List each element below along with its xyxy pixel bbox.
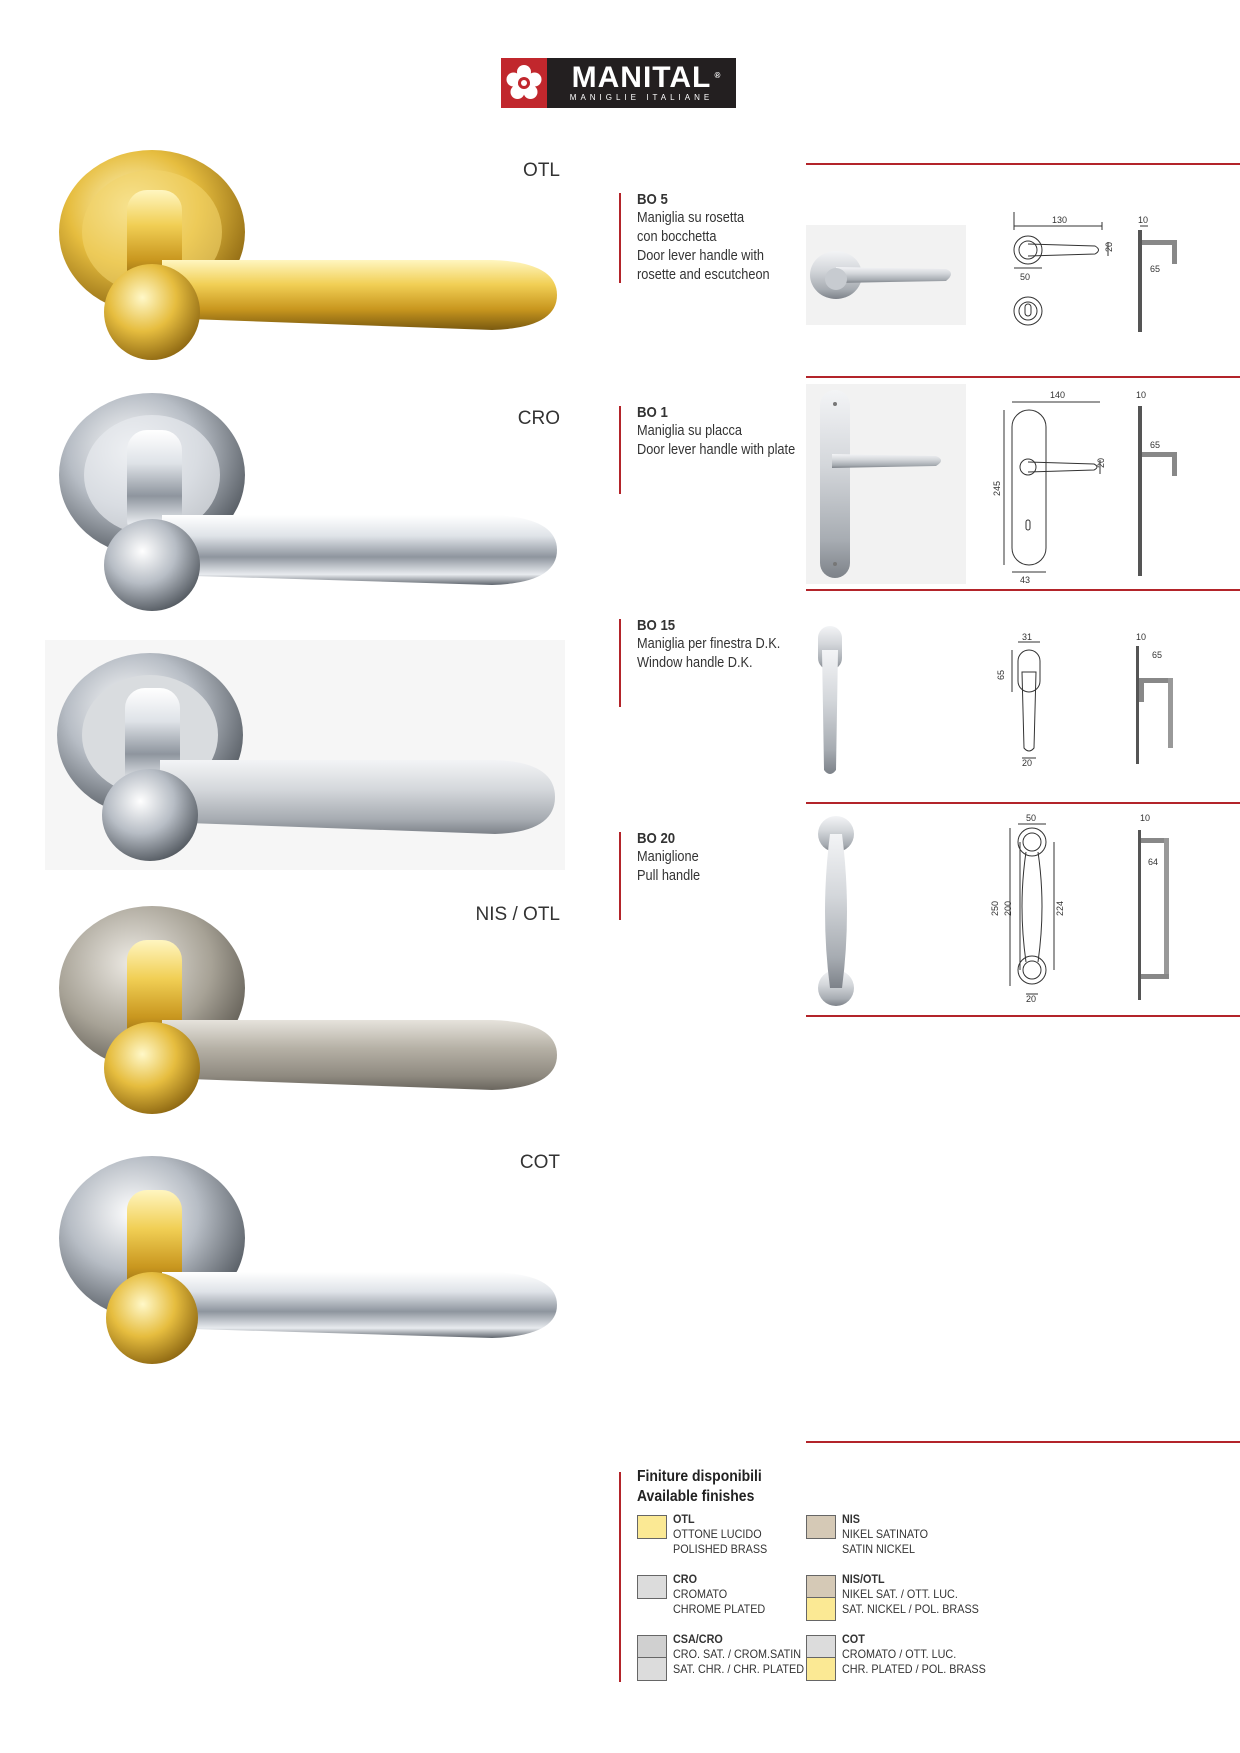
handle-photo-cot [52, 1150, 572, 1380]
finish-name-it: CRO. SAT. / CROM.SATIN [673, 1647, 802, 1661]
dim-label: 10 [1136, 632, 1147, 642]
product-thumb-bo15 [806, 620, 896, 780]
product-desc: Maniglia su rosetta [637, 210, 745, 226]
finish-code: COT [842, 1632, 865, 1646]
handle-photo-cro [52, 385, 572, 615]
finish-item [673, 1632, 804, 1677]
finish-item [673, 1512, 767, 1557]
dim-label: 50 [1026, 813, 1037, 823]
product-bo1 [637, 403, 795, 460]
dim-label: 10 [1136, 390, 1147, 400]
product-desc: Door lever handle with plate [637, 442, 796, 458]
product-code: BO 5 [637, 191, 668, 208]
finish-name-it: NIKEL SAT. / OTT. LUC. [842, 1587, 958, 1601]
finish-name-it: CROMATO [673, 1587, 728, 1601]
dim-label: 20 [1026, 994, 1037, 1004]
technical-drawing-bo20 [990, 812, 1190, 1012]
finish-swatch [806, 1635, 836, 1659]
dim-label: 245 [992, 480, 1002, 496]
finishes-title-en: Available finishes [637, 1488, 755, 1505]
accent-bar [619, 619, 621, 707]
product-thumb-bo20 [806, 812, 896, 1012]
product-thumb-bo5 [806, 225, 966, 325]
product-desc: Window handle D.K. [637, 655, 753, 671]
dim-label: 130 [1052, 215, 1068, 225]
finish-item [842, 1512, 928, 1557]
technical-drawing-bo15 [990, 632, 1190, 767]
product-desc: Maniglione [637, 849, 699, 865]
finish-name-en: CHROME PLATED [673, 1602, 766, 1616]
product-code: BO 1 [637, 404, 668, 421]
product-desc: Pull handle [637, 868, 701, 884]
finish-swatch [637, 1635, 667, 1659]
handle-photo-csa-cro [45, 640, 565, 870]
dim-label: 43 [1020, 575, 1031, 585]
technical-drawing-bo5 [1000, 212, 1190, 337]
separator-line [806, 589, 1240, 591]
separator-line [806, 376, 1240, 378]
separator-line [806, 802, 1240, 804]
handle-photo-otl [52, 140, 572, 370]
product-bo5 [637, 190, 770, 285]
dim-label: 64 [1148, 857, 1159, 867]
dim-label: 65 [1150, 264, 1161, 274]
dim-label: 65 [996, 669, 1006, 680]
dim-label: 200 [1003, 900, 1013, 916]
finish-swatch [637, 1657, 667, 1681]
dim-label: 20 [1096, 457, 1106, 468]
product-desc: Maniglia per finestra D.K. [637, 636, 781, 652]
product-code: BO 15 [637, 617, 676, 634]
product-desc: Door lever handle with [637, 248, 764, 264]
finish-swatch [806, 1657, 836, 1681]
finish-swatch [806, 1575, 836, 1599]
accent-bar [619, 406, 621, 494]
finish-code: NIS/OTL [842, 1572, 885, 1586]
dim-label: 10 [1140, 813, 1151, 823]
dim-label: 20 [1022, 758, 1033, 767]
finish-code: CRO [673, 1572, 698, 1586]
product-thumb-bo1 [806, 384, 966, 584]
finish-name-it: OTTONE LUCIDO [673, 1527, 762, 1541]
product-bo20 [637, 829, 700, 886]
finish-name-en: CHR. PLATED / POL. BRASS [842, 1662, 986, 1676]
manital-logo [501, 58, 736, 108]
finish-item [842, 1572, 979, 1617]
finish-swatch [637, 1575, 667, 1599]
finish-item [842, 1632, 986, 1677]
finish-name-it: CROMATO / OTT. LUC. [842, 1647, 957, 1661]
finishes-title-it: Finiture disponibili [637, 1468, 762, 1485]
dim-label: 20 [1104, 241, 1114, 252]
finish-label-otl: OTL [523, 160, 560, 181]
finish-swatch [637, 1515, 667, 1539]
separator-line [806, 1441, 1240, 1443]
technical-drawing-bo1 [990, 390, 1190, 585]
dim-label: 65 [1150, 440, 1161, 450]
handle-photo-nis-otl [52, 900, 572, 1130]
finish-name-en: SATIN NICKEL [842, 1542, 916, 1556]
flower-logo-icon [501, 58, 547, 108]
logo-brand: MANITAL ® [571, 61, 722, 94]
dim-label: 250 [990, 900, 1000, 916]
finish-code: OTL [673, 1512, 695, 1526]
finish-label-nis-otl: NIS / OTL [475, 904, 560, 925]
finish-name-en: SAT. NICKEL / POL. BRASS [842, 1602, 979, 1616]
finish-label-cot: COT [519, 1152, 560, 1173]
dim-label: 140 [1050, 390, 1066, 400]
separator-line [806, 1015, 1240, 1017]
accent-bar [619, 1472, 621, 1682]
finish-name-it: NIKEL SATINATO [842, 1527, 929, 1541]
finish-name-en: SAT. CHR. / CHR. PLATED [673, 1662, 805, 1676]
accent-bar [619, 832, 621, 920]
dim-label: 65 [1152, 650, 1163, 660]
finish-name-en: POLISHED BRASS [673, 1542, 768, 1556]
finish-code: CSA/CRO [673, 1632, 723, 1646]
dim-label: 224 [1055, 900, 1065, 916]
finish-swatch [806, 1515, 836, 1539]
product-desc: con bocchetta [637, 229, 717, 245]
finish-label-cro: CRO [517, 408, 560, 429]
finish-code: NIS [842, 1512, 861, 1526]
logo-tagline: MANIGLIE ITALIANE [569, 93, 714, 102]
accent-bar [619, 193, 621, 283]
product-bo15 [637, 616, 780, 673]
finishes-title [637, 1467, 762, 1507]
product-desc: rosette and escutcheon [637, 267, 770, 283]
product-desc: Maniglia su placca [637, 423, 742, 439]
dim-label: 50 [1020, 272, 1031, 282]
finish-item [673, 1572, 765, 1617]
dim-label: 10 [1138, 215, 1149, 225]
separator-line [806, 163, 1240, 165]
finish-swatch [806, 1597, 836, 1621]
product-code: BO 20 [637, 830, 676, 847]
dim-label: 31 [1022, 632, 1033, 642]
